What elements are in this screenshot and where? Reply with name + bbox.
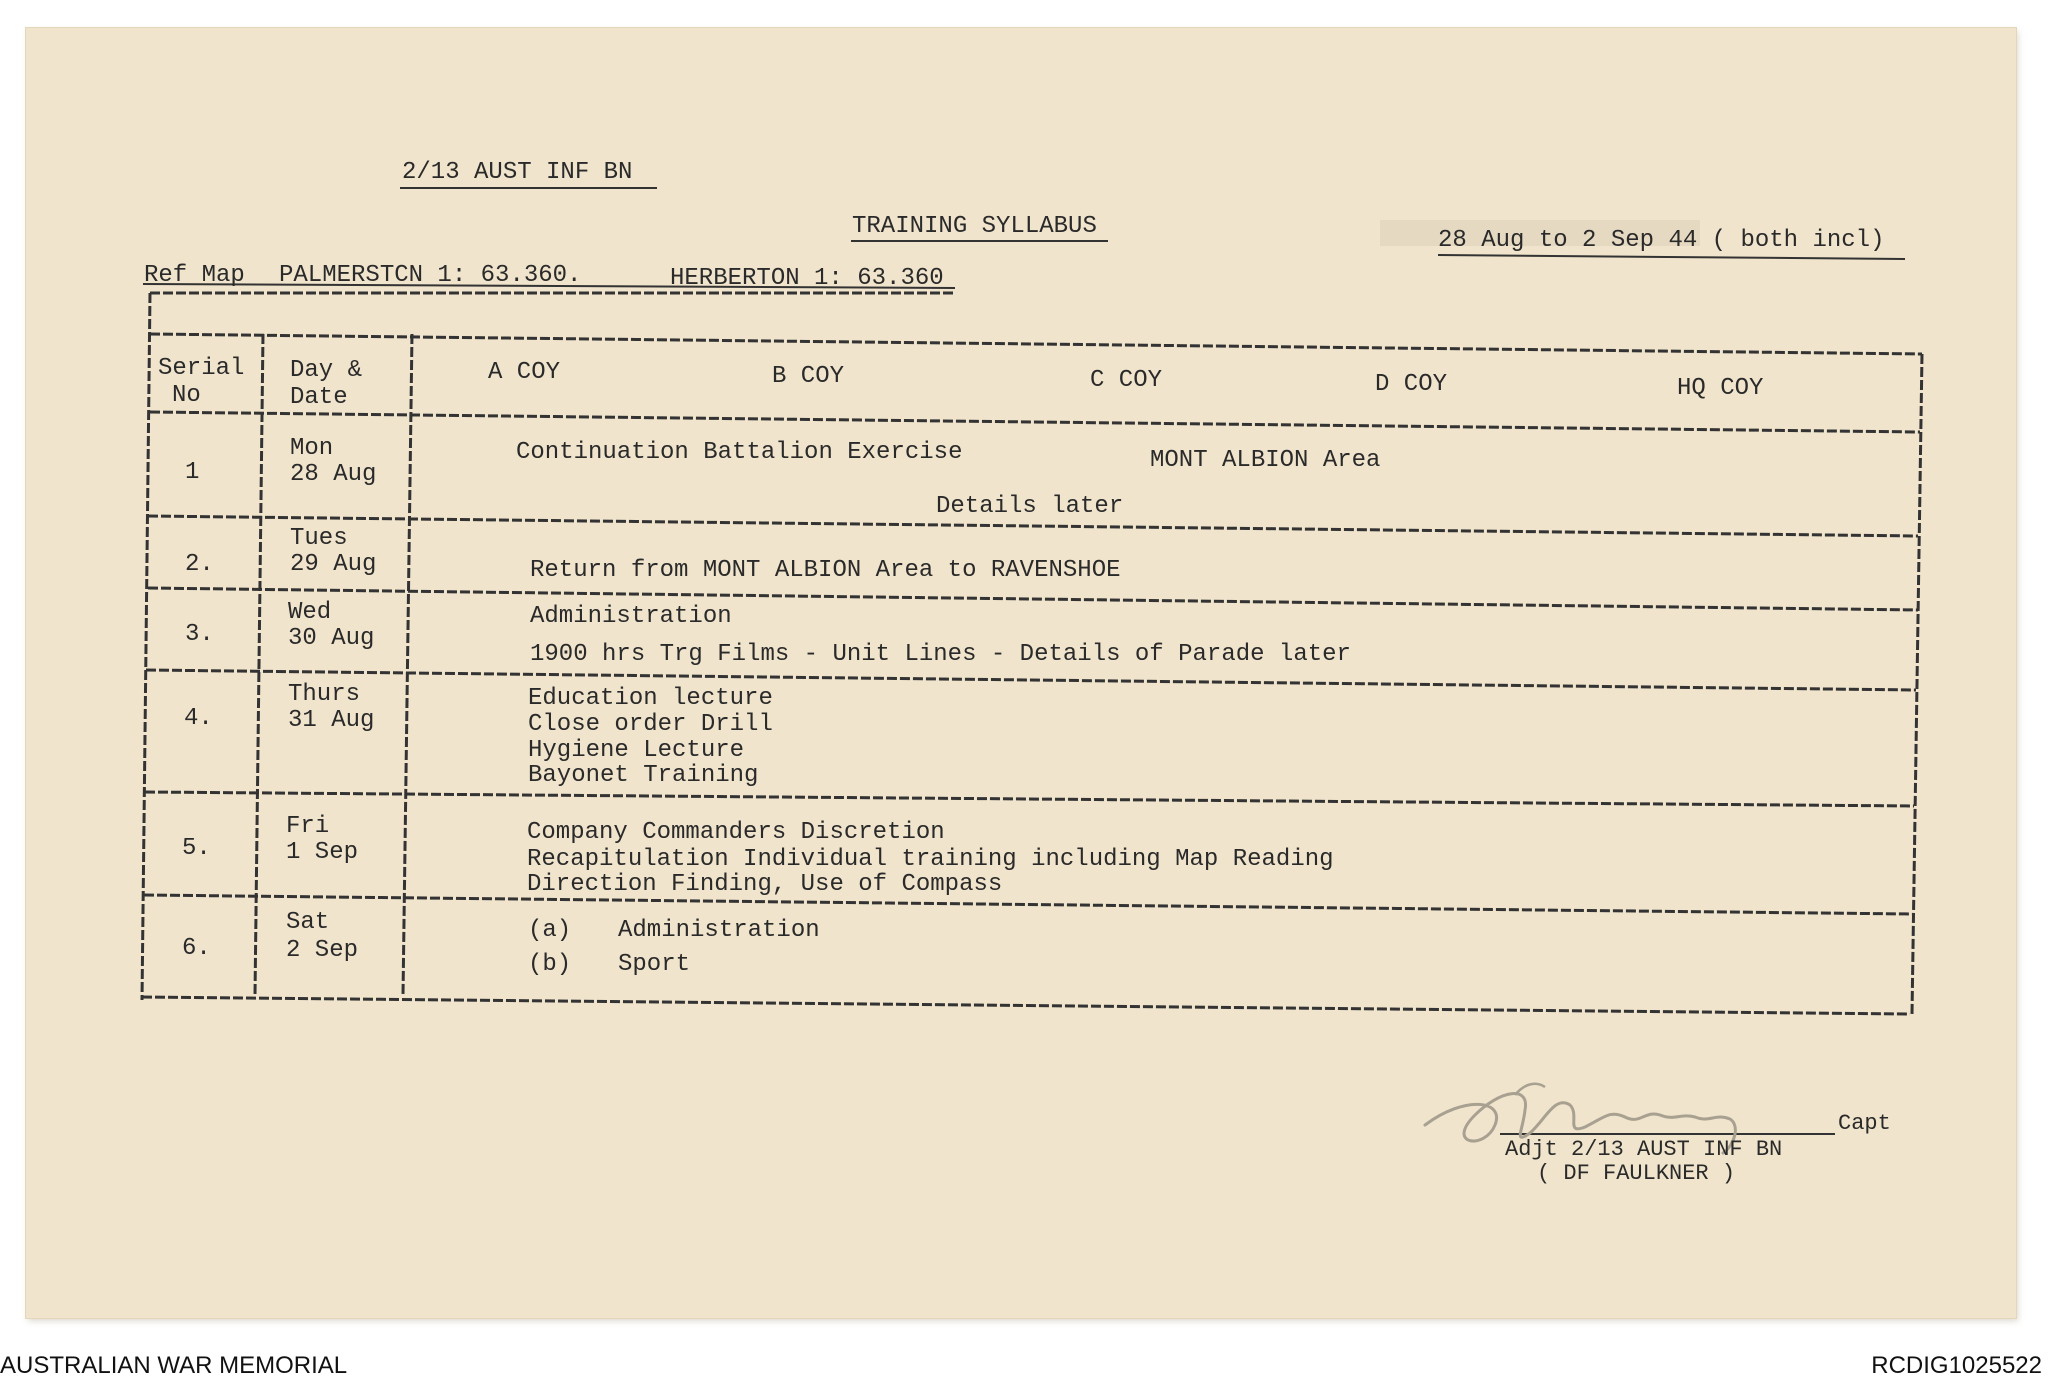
header-b-coy: B COY xyxy=(772,363,845,390)
row-2-activity: Return from MONT ALBION Area to RAVENSHOE xyxy=(530,557,1121,584)
ref-map-palmerston: PALMERSTCN 1: 63.360. xyxy=(279,262,582,289)
row-6-item-a-label: (a) xyxy=(528,917,572,944)
row-6-item-a-text: Administration xyxy=(618,917,820,944)
header-d-coy: D COY xyxy=(1375,371,1448,398)
row-6-item-b-text: Sport xyxy=(618,951,691,978)
row-6-date: 2 Sep xyxy=(286,937,359,964)
row-1-day: Mon xyxy=(290,435,334,462)
row-3-activity: Administration xyxy=(530,603,732,630)
footer-credit: AUSTRALIAN WAR MEMORIAL xyxy=(0,1352,348,1379)
header-serial-no: No xyxy=(172,382,201,409)
row-1-details: Details later xyxy=(936,493,1124,520)
row-4-line-4: Bayonet Training xyxy=(528,762,759,789)
header-date: Date xyxy=(290,384,348,411)
row-4-day: Thurs xyxy=(288,681,361,708)
ref-map-herberton: HERBERTON 1: 63.360 xyxy=(670,265,944,292)
row-6-day: Sat xyxy=(286,909,330,936)
row-5-line-3: Direction Finding, Use of Compass xyxy=(527,871,1003,898)
row-1-serial: 1 xyxy=(185,459,200,486)
header-day: Day & xyxy=(290,357,363,384)
row-4-line-1: Education lecture xyxy=(528,685,773,712)
row-3-date: 30 Aug xyxy=(288,625,375,652)
row-4-line-3: Hygiene Lecture xyxy=(528,737,745,764)
footer-catalogue-id: RCDIG1025522 xyxy=(1871,1352,2042,1379)
row-2-day: Tues xyxy=(290,525,348,552)
signature-name: ( DF FAULKNER ) xyxy=(1537,1161,1736,1186)
row-6-serial: 6. xyxy=(182,935,211,962)
row-5-date: 1 Sep xyxy=(286,839,359,866)
row-3-day: Wed xyxy=(288,599,332,626)
row-5-serial: 5. xyxy=(182,835,211,862)
row-5-line-1: Company Commanders Discretion xyxy=(527,819,945,846)
row-6-item-b-label: (b) xyxy=(528,951,572,978)
unit-heading: 2/13 AUST INF BN xyxy=(402,159,633,186)
row-3-films: 1900 hrs Trg Films - Unit Lines - Details of Parade later xyxy=(530,641,1351,668)
row-1-activity: Continuation Battalion Exercise xyxy=(516,439,963,466)
row-2-serial: 2. xyxy=(185,551,214,578)
document-title: TRAINING SYLLABUS xyxy=(852,213,1097,240)
header-a-coy: A COY xyxy=(488,359,561,386)
header-hq-coy: HQ COY xyxy=(1677,375,1764,402)
period-text: 28 Aug to 2 Sep 44 ( both incl) xyxy=(1438,227,1885,254)
row-2-date: 29 Aug xyxy=(290,551,377,578)
signature-rank: Capt xyxy=(1838,1111,1891,1136)
row-4-line-2: Close order Drill xyxy=(528,711,773,738)
row-3-serial: 3. xyxy=(185,621,214,648)
ref-map-label: Ref Map xyxy=(144,262,245,289)
row-5-line-2: Recapitulation Individual training including Map Reading xyxy=(527,846,1334,873)
signature-appointment: Adjt 2/13 AUST INF BN xyxy=(1505,1137,1783,1162)
row-4-date: 31 Aug xyxy=(288,707,375,734)
row-4-serial: 4. xyxy=(184,705,213,732)
row-1-location: MONT ALBION Area xyxy=(1150,447,1381,474)
row-5-day: Fri xyxy=(286,813,330,840)
row-1-date: 28 Aug xyxy=(290,461,377,488)
header-serial: Serial xyxy=(158,355,245,382)
header-c-coy: C COY xyxy=(1090,367,1163,394)
